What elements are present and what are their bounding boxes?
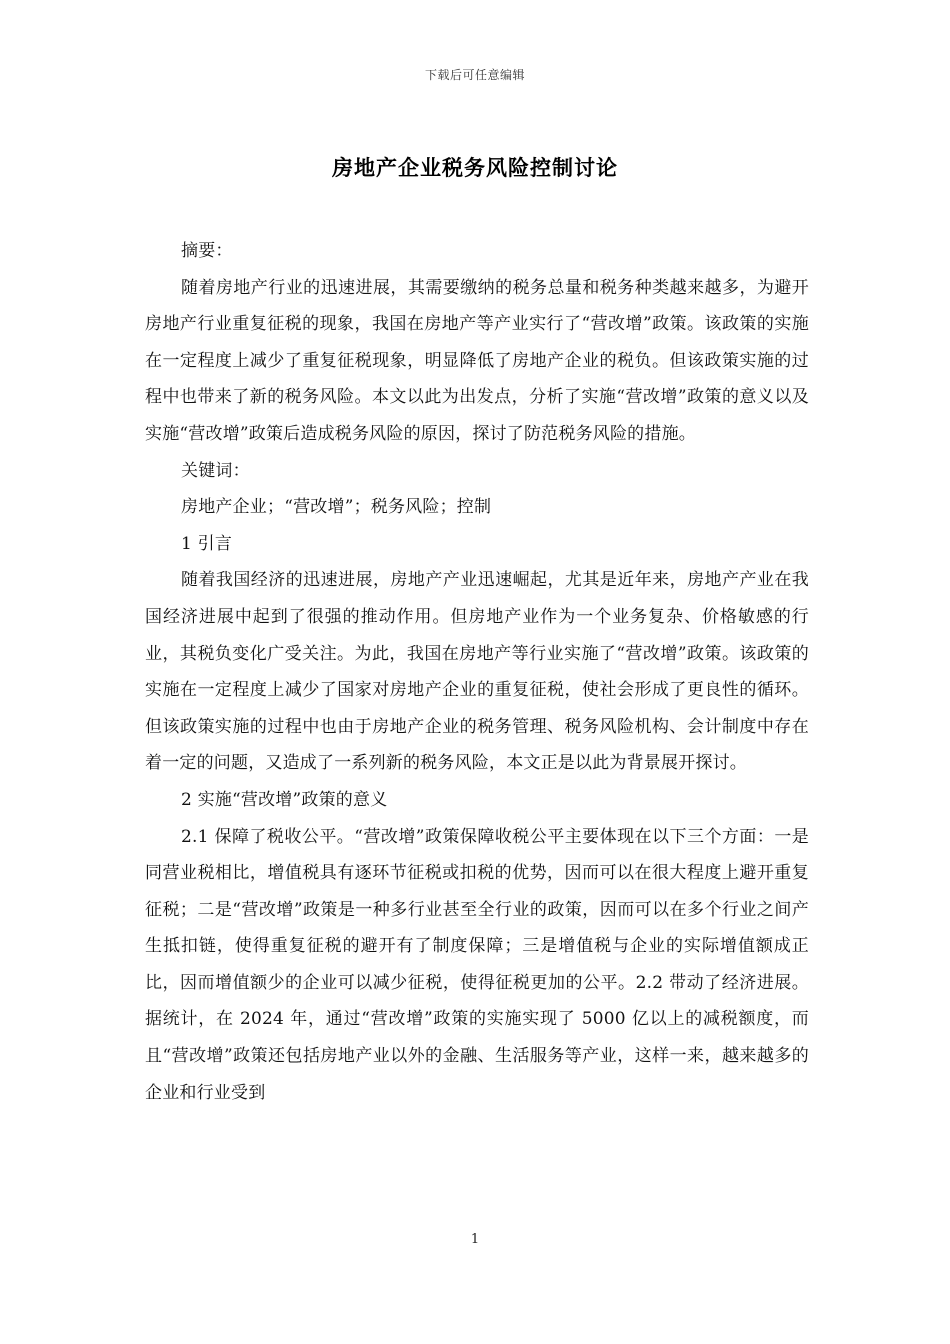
header-note: 下载后可任意编辑 xyxy=(424,68,525,82)
body-text xyxy=(145,233,809,1111)
page-number: 1 xyxy=(470,1232,480,1247)
abstract-paragraph: 随着房地产行业的迅速进展，其需要缴纳的税务总量和税务种类越来越多，为避开房地产行业重复征税的现象，我国在房地产等产业实行了“营改增”政策。该政策的实施在一定程度上减少了重复征税现象，明显降低了房地产企业的税负。但该政策实施的过程中也带来了新的税务风险。本文以此为出发点，分析了实施“营改增”政策的意义以及实施“营改增”政策后造成税务风险的原因，探讨了防范税务风险的措施。 xyxy=(145,277,809,444)
section-2-paragraph: 2.1 保障了税收公平。“营改增”政策保障收税公平主要体现在以下三个方面：一是同营业税相比，增值税具有逐环节征税或扣税的优势，因而可以在很大程度上避开重复征税；二是“营改增”政策是一种多行业甚至全行业的政策，因而可以在多个行业之间产生抵扣链，使得重复征税的避开有了制度保障；三是增值税与企业的实际增值额成正比，因而增值额少的企业可以减少征税，使得征税更加的公平。2.2 带动了经济进展。据统计，在 2024 年，通过“营改增”政策的实施实现了 5000 亿以上的减税额度，而且“营改增”政策还包括房地产业以外的金融、生活服务等产业，这样一来，越来越多的企业和行业受到 xyxy=(145,826,809,1103)
keywords-text: 房地产企业；“营改增”；税务风险；控制 xyxy=(181,497,492,518)
section-1-paragraph: 随着我国经济的迅速进展，房地产产业迅速崛起，尤其是近年来，房地产产业在我国经济进展中起到了很强的推动作用。但房地产业作为一个业务复杂、价格敏感的行业，其税负变化广受关注。为此，我国在房地产等行业实施了“营改增”政策。该政策的实施在一定程度上减少了国家对房地产企业的重复征税，使社会形成了更良性的循环。但该政策实施的过程中也由于房地产企业的税务管理、税务风险机构、会计制度中存在着一定的问题，又造成了一系列新的税务风险，本文正是以此为背景展开探讨。 xyxy=(145,570,809,774)
section-2-heading: 2 实施“营改增”政策的意义 xyxy=(181,789,388,810)
keywords-heading: 关键词： xyxy=(181,460,250,481)
abstract-heading: 摘要： xyxy=(181,241,233,261)
section-1-heading: 1 引言 xyxy=(181,533,233,554)
page-title: 房地产企业税务风险控制讨论 xyxy=(332,156,618,180)
